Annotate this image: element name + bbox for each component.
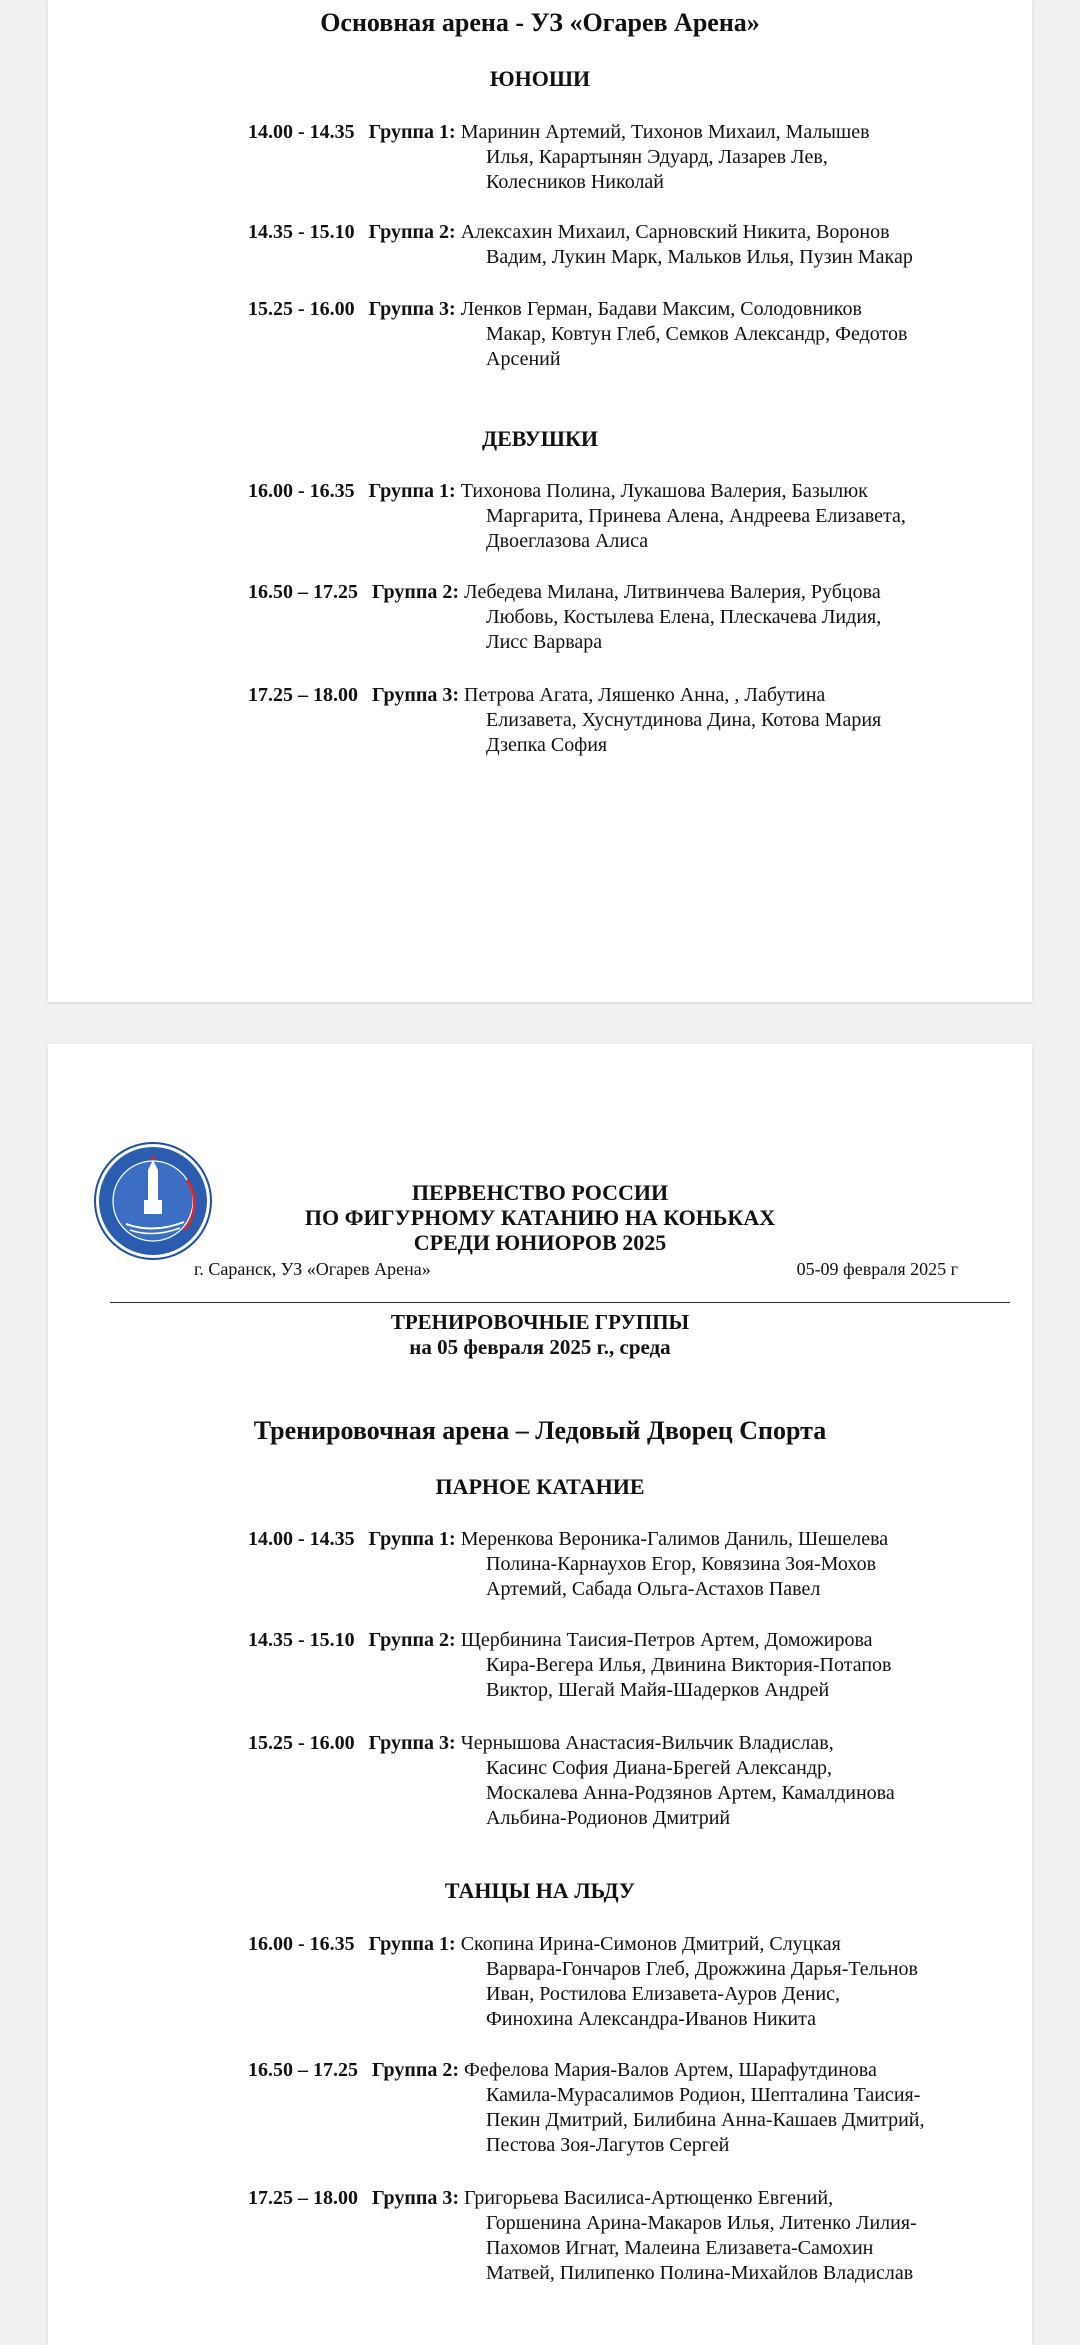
names-line: Чернышова Анастасия-Вильчик Владислав, bbox=[460, 1732, 834, 1754]
championship-title-line1: ПЕРВЕНСТВО РОССИИ bbox=[411, 1180, 669, 1205]
group-label: Группа 1: bbox=[368, 1528, 456, 1550]
event-dates: 05-09 февраля 2025 г bbox=[796, 1259, 958, 1279]
group-label: Группа 3: bbox=[368, 1732, 456, 1754]
names-line: Иван, Ростилова Елизавета-Ауров Денис, bbox=[486, 1983, 841, 2005]
names-line: Григорьева Василиса-Артющенко Евгений, bbox=[464, 2187, 834, 2209]
names-line: Лебедева Милана, Литвинчева Валерия, Рубцова bbox=[464, 581, 881, 603]
time-slot: 17.25 – 18.00 bbox=[248, 684, 358, 706]
names-line: Полина-Карнаухов Егор, Ковязина Зоя-Мохов bbox=[486, 1553, 877, 1575]
names-line: Скопина Ирина-Симонов Дмитрий, Слуцкая bbox=[460, 1933, 841, 1955]
names-line: Пекин Дмитрий, Билибина Анна-Кашаев Дмитрий, bbox=[486, 2109, 925, 2131]
names-line: Фефелова Мария-Валов Артем, Шарафутдинова bbox=[464, 2059, 877, 2081]
time-slot: 16.50 – 17.25 bbox=[248, 581, 358, 603]
header-divider bbox=[110, 1302, 1010, 1303]
names-line: Виктор, Шегай Майя-Шадерков Андрей bbox=[486, 1679, 830, 1701]
championship-title-line2: ПО ФИГУРНОМУ КАТАНИЮ НА КОНЬКАХ bbox=[304, 1205, 776, 1230]
time-slot: 14.35 - 15.10 bbox=[248, 1629, 355, 1651]
training-group-entry bbox=[248, 120, 1008, 195]
names-line: Варвара-Гончаров Глеб, Дрожжина Дарья-Тельнов bbox=[486, 1958, 918, 1980]
section-title-youth-boys: ЮНОШИ bbox=[489, 66, 591, 91]
group-label: Группа 3: bbox=[372, 684, 460, 706]
names-line: Алексахин Михаил, Сарновский Никита, Воронов bbox=[460, 221, 890, 243]
training-group-entry bbox=[248, 1731, 1008, 1831]
names-line: Горшенина Арина-Макаров Илья, Литенко Лилия- bbox=[486, 2212, 917, 2234]
names-line: Маринин Артемий, Тихонов Михаил, Малышев bbox=[460, 121, 870, 143]
names-line: Москалева Анна-Родзянов Артем, Камалдинова bbox=[486, 1782, 895, 1804]
names-line: Камила-Мурасалимов Родион, Шепталина Таисия- bbox=[486, 2084, 921, 2106]
time-slot: 16.50 – 17.25 bbox=[248, 2059, 358, 2081]
names-line: Двоеглазова Алиса bbox=[486, 530, 649, 552]
names-line: Елизавета, Хуснутдинова Дина, Котова Мария bbox=[486, 709, 882, 731]
time-slot: 15.25 - 16.00 bbox=[248, 298, 355, 320]
group-label: Группа 2: bbox=[368, 1629, 456, 1651]
time-slot: 16.00 - 16.35 bbox=[248, 1933, 355, 1955]
names-line: Пестова Зоя-Лагутов Сергей bbox=[486, 2134, 730, 2156]
training-group-entry bbox=[248, 2186, 1008, 2286]
time-slot: 14.00 - 14.35 bbox=[248, 121, 355, 143]
training-group-entry bbox=[248, 220, 1008, 270]
championship-title-line3: СРЕДИ ЮНИОРОВ 2025 bbox=[413, 1230, 667, 1255]
time-slot: 14.00 - 14.35 bbox=[248, 1528, 355, 1550]
names-line: Дзепка София bbox=[486, 734, 608, 756]
names-line: Касинс София Диана-Брегей Александр, bbox=[486, 1757, 833, 1779]
training-group-entry bbox=[248, 2058, 1008, 2158]
training-group-entry bbox=[248, 1628, 1008, 1703]
names-line: Любовь, Костылева Елена, Плескачева Лидия, bbox=[486, 606, 882, 628]
group-label: Группа 2: bbox=[372, 2059, 460, 2081]
group-label: Группа 2: bbox=[368, 221, 456, 243]
names-line: Маргарита, Принева Алена, Андреева Елизавета, bbox=[486, 505, 906, 527]
training-date: на 05 февраля 2025 г., среда bbox=[409, 1335, 671, 1359]
group-label: Группа 1: bbox=[368, 1933, 456, 1955]
section-title-ice-dance: ТАНЦЫ НА ЛЬДУ bbox=[444, 1878, 636, 1903]
time-slot: 17.25 – 18.00 bbox=[248, 2187, 358, 2209]
arena-title: Основная арена - УЗ «Огарев Арена» bbox=[320, 8, 760, 37]
training-group-entry bbox=[248, 297, 1008, 372]
names-line: Арсений bbox=[486, 348, 561, 370]
training-groups-title: ТРЕНИРОВОЧНЫЕ ГРУППЫ bbox=[390, 1310, 690, 1334]
names-line: Пахомов Игнат, Малеина Елизавета-Самохин bbox=[486, 2237, 874, 2259]
time-slot: 14.35 - 15.10 bbox=[248, 221, 355, 243]
names-line: Меренкова Вероника-Галимов Даниль, Шешелева bbox=[460, 1528, 889, 1550]
training-group-entry bbox=[248, 580, 1008, 655]
names-line: Илья, Карартынян Эдуард, Лазарев Лев, bbox=[486, 146, 828, 168]
names-line: Матвей, Пилипенко Полина-Михайлов Владислав bbox=[486, 2262, 914, 2284]
group-label: Группа 3: bbox=[368, 298, 456, 320]
training-group-entry bbox=[248, 1527, 1008, 1602]
document-page-1 bbox=[48, 0, 1032, 1002]
names-line: Лисс Варвара bbox=[486, 631, 603, 653]
group-label: Группа 3: bbox=[372, 2187, 460, 2209]
document-page-2 bbox=[48, 1044, 1032, 2345]
names-line: Петрова Агата, Ляшенко Анна, , Лабутина bbox=[464, 684, 826, 706]
names-line: Щербинина Таисия-Петров Артем, Доможирова bbox=[460, 1629, 873, 1651]
section-title-youth-girls: ДЕВУШКИ bbox=[481, 426, 599, 451]
section-title-pairs: ПАРНОЕ КАТАНИЕ bbox=[435, 1474, 645, 1499]
names-line: Вадим, Лукин Марк, Мальков Илья, Пузин Макар bbox=[486, 246, 913, 268]
names-line: Макар, Ковтун Глеб, Семков Александр, Федотов bbox=[486, 323, 908, 345]
names-line: Кира-Вегера Илья, Двинина Виктория-Потапов bbox=[486, 1654, 892, 1676]
training-group-entry bbox=[248, 1932, 1008, 2032]
arena-title: Тренировочная арена – Ледовый Дворец Спорта bbox=[253, 1416, 827, 1445]
names-line: Альбина-Родионов Дмитрий bbox=[486, 1807, 731, 1829]
group-label: Группа 1: bbox=[368, 480, 456, 502]
training-group-entry bbox=[248, 683, 1008, 758]
names-line: Колесников Николай bbox=[486, 171, 665, 193]
names-line: Ленков Герман, Бадави Максим, Солодовников bbox=[460, 298, 862, 320]
names-line: Тихонова Полина, Лукашова Валерия, Базылюк bbox=[460, 480, 868, 502]
group-label: Группа 2: bbox=[372, 581, 460, 603]
time-slot: 15.25 - 16.00 bbox=[248, 1732, 355, 1754]
training-group-entry bbox=[248, 479, 1008, 554]
venue-city: г. Саранск, УЗ «Огарев Арена» bbox=[194, 1259, 431, 1279]
names-line: Финохина Александра-Иванов Никита bbox=[486, 2008, 816, 2030]
group-label: Группа 1: bbox=[368, 121, 456, 143]
names-line: Артемий, Сабада Ольга-Астахов Павел bbox=[486, 1578, 821, 1600]
time-slot: 16.00 - 16.35 bbox=[248, 480, 355, 502]
